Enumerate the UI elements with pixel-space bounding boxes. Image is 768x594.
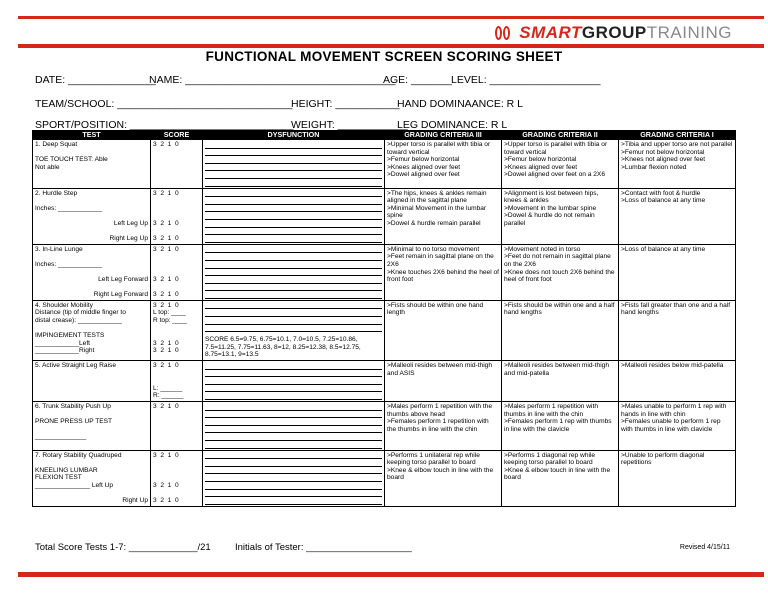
dysfunction-line[interactable]	[205, 490, 382, 498]
brand-part3: TRAINING	[646, 23, 732, 42]
table-row	[33, 450, 736, 506]
test-label: ____________Right	[35, 347, 95, 355]
table-row	[33, 402, 736, 451]
header-test: TEST	[33, 131, 151, 140]
score-value[interactable]: 3 2 1 0	[153, 339, 179, 347]
test-label: TOE TOUCH TEST: Able	[35, 156, 108, 164]
test-cell	[33, 300, 151, 360]
dysfunction-line[interactable]	[205, 385, 382, 393]
header-criteria-2: GRADING CRITERIA II	[502, 131, 619, 140]
dysfunction-line[interactable]	[205, 197, 382, 205]
dysfunction-line[interactable]	[205, 452, 382, 460]
criteria-cell: >Fists fall greater than one and a half hand lengths	[619, 300, 736, 360]
dysfunction-line[interactable]	[205, 418, 382, 426]
header-red-bar	[18, 44, 764, 48]
score-value[interactable]	[153, 459, 200, 467]
test-label: 4. Shoulder Mobility	[35, 301, 93, 309]
dysfunction-line[interactable]	[205, 474, 382, 482]
test-label	[35, 441, 148, 449]
dysfunction-line[interactable]	[205, 220, 382, 228]
dysfunction-line[interactable]	[205, 433, 382, 441]
score-cell[interactable]	[151, 188, 203, 244]
dysfunction-line[interactable]	[205, 467, 382, 475]
criteria-cell: >Malleoli resides between mid-thigh and mid-patella	[502, 361, 619, 402]
team-field[interactable]: TEAM/SCHOOL: ______________________________	[35, 98, 293, 110]
header-criteria-3: GRADING CRITERIA III	[385, 131, 502, 140]
score-value[interactable]: 3 2 1 0	[153, 451, 179, 459]
score-value[interactable]: 3 2 1 0	[153, 291, 179, 299]
test-label	[35, 459, 148, 467]
test-label	[35, 228, 148, 236]
test-label: ____________Left	[35, 339, 91, 347]
score-value[interactable]	[153, 156, 200, 164]
score-cell[interactable]	[151, 244, 203, 300]
test-label	[35, 490, 148, 498]
score-value[interactable]	[153, 490, 200, 498]
dysfunction-cell[interactable]	[203, 244, 385, 300]
test-label	[35, 197, 148, 205]
dysfunction-line[interactable]	[205, 291, 382, 299]
test-label	[35, 253, 148, 261]
dysfunction-line[interactable]	[205, 261, 382, 269]
table-row	[33, 188, 736, 244]
criteria-cell: >Fists should be within one hand length	[385, 300, 502, 360]
test-label: FLEXION TEST	[35, 474, 82, 482]
criteria-cell: >Alignment is lost between hips, knees & ankles >Movement in the lumbar spine >Dowel & hurdle do not remain parallel	[502, 188, 619, 244]
test-label	[35, 385, 148, 393]
test-label: 5. Active Straight Leg Raise	[35, 362, 117, 370]
score-value[interactable]	[153, 441, 200, 449]
age-field[interactable]: AGE: _______	[383, 74, 452, 86]
score-value[interactable]	[153, 325, 200, 333]
table-row	[33, 361, 736, 402]
dysfunction-line[interactable]	[205, 171, 382, 179]
score-cell[interactable]	[151, 300, 203, 360]
test-label	[35, 370, 148, 378]
dysfunction-line[interactable]	[205, 235, 382, 243]
brand-part2: GROUP	[581, 23, 647, 42]
test-label: 1. Deep Squat	[35, 141, 78, 148]
dysfunction-line[interactable]	[205, 205, 382, 213]
test-label	[35, 149, 148, 157]
criteria-cell: >Malleoli resides between mid-thigh and ASIS	[385, 361, 502, 402]
date-field[interactable]: DATE: _______________	[35, 74, 156, 86]
dysfunction-line[interactable]	[205, 377, 382, 385]
test-label: IMPINGEMENT TESTS	[35, 332, 105, 340]
criteria-cell: >Tibia and upper torso are not parallel >Femur not below horizontal >Knees not aligned over feet >Lumbar flexion noted	[619, 140, 736, 189]
initials-field[interactable]: Initials of Tester: ____________________	[235, 542, 412, 553]
score-value[interactable]	[153, 377, 200, 385]
criteria-cell: >Performs 1 unilateral rep while keeping torso parallel to board >Knee & elbow touch in line with the board	[385, 450, 502, 506]
score-value[interactable]: L top: ____	[153, 309, 186, 317]
top-red-bar	[18, 16, 764, 19]
dysfunction-line[interactable]	[205, 482, 382, 490]
test-label	[35, 411, 148, 419]
dysfunction-line[interactable]	[205, 392, 382, 400]
dysfunction-line[interactable]	[205, 411, 382, 419]
score-value[interactable]	[153, 212, 200, 220]
revised-date: Revised 4/15/11	[679, 544, 730, 551]
dysfunction-line[interactable]	[205, 362, 382, 370]
test-label: Distance (tip of middle finger to	[35, 309, 126, 317]
test-label	[35, 377, 148, 385]
bottom-red-bar	[18, 572, 764, 577]
test-label: distal crease): ____________	[35, 317, 122, 325]
score-value[interactable]	[153, 253, 200, 261]
brand-logo	[495, 22, 732, 44]
test-cell	[33, 450, 151, 506]
score-conversion-text: SCORE 6.5=9.75, 6.75=10.1, 7.0=10.5, 7.25=10.86, 7.5=11.25, 7.75=11.63, 8=12, 8.25=12.38, 8.5=12.75, 8.75=13.1, 9=13.5	[205, 336, 361, 359]
score-value[interactable]	[153, 433, 200, 441]
score-value[interactable]	[153, 164, 200, 172]
height-field[interactable]: HEIGHT: ___________	[291, 98, 400, 110]
score-value[interactable]	[153, 197, 200, 205]
criteria-cell: >Males unable to perform 1 rep with hands in line with chin >Females unable to perform 1 rep with thumbs in line with clavicle	[619, 402, 736, 451]
score-value[interactable]: 3 2 1 0	[153, 235, 179, 243]
test-label: _______________ Left Up	[35, 481, 114, 489]
criteria-cell: >Fists should be within one and a half hand lengths	[502, 300, 619, 360]
score-value[interactable]	[153, 284, 200, 292]
criteria-cell: >Malleoli resides below mid-patella	[619, 361, 736, 402]
dysfunction-line[interactable]	[205, 276, 382, 284]
score-value[interactable]	[153, 269, 200, 277]
score-value[interactable]	[153, 149, 200, 157]
criteria-cell: >Unable to perform diagonal repetitions	[619, 450, 736, 506]
criteria-cell: >Loss of balance at any time	[619, 244, 736, 300]
score-value[interactable]: R: ______	[153, 392, 184, 400]
score-cell[interactable]	[151, 450, 203, 506]
test-cell	[33, 361, 151, 402]
dysfunction-line[interactable]	[205, 302, 382, 310]
scoring-table	[32, 130, 736, 507]
test-label: Not able	[35, 163, 60, 171]
test-label	[35, 284, 148, 292]
score-value[interactable]	[153, 467, 200, 475]
test-label: Right Up	[122, 497, 148, 505]
dysfunction-line[interactable]	[205, 156, 382, 164]
score-value[interactable]: 3 2 1 0	[153, 245, 179, 253]
level-field[interactable]: LEVEL: ___________________	[451, 74, 601, 86]
leg-dominance-field[interactable]: LEG DOMINANCE: R L	[397, 119, 508, 131]
test-label: 7. Rotary Stability Quadruped	[35, 451, 122, 459]
test-label	[35, 269, 148, 277]
hand-dominance-field[interactable]: HAND DOMINAANCE: R L	[397, 98, 524, 110]
test-label: KNEELING LUMBAR	[35, 466, 98, 474]
dysfunction-line[interactable]	[205, 253, 382, 261]
criteria-cell: >Upper torso is parallel with tibia or toward vertical >Femur below horizontal >Knees aligned over feet >Dowel aligned over feet	[385, 140, 502, 189]
score-cell[interactable]	[151, 140, 203, 189]
dysfunction-line[interactable]	[205, 459, 382, 467]
dysfunction-line[interactable]	[205, 141, 382, 149]
criteria-cell: >Movement noted in torso >Feet do not remain in sagittal plane on the 2X6 >Knee does not touch 2X6 behind the heel of front foot	[502, 244, 619, 300]
logo-mark-icon	[495, 26, 513, 40]
criteria-cell: >The hips, knees & ankles remain aligned in the sagittal plane >Minimal Movement in the lumbar spine >Dowel & hurdle remain parallel	[385, 188, 502, 244]
sport-field[interactable]: SPORT/POSITION: ____________________________	[35, 119, 294, 131]
test-label: 2. Hurdle Step	[35, 189, 78, 197]
test-cell	[33, 188, 151, 244]
score-value[interactable]	[153, 411, 200, 419]
test-label	[35, 392, 148, 400]
test-label: Inches: ____________	[35, 260, 103, 268]
score-value[interactable]	[153, 426, 200, 434]
test-label	[35, 212, 148, 220]
score-value[interactable]: 3 2 1 0	[153, 301, 179, 309]
score-value[interactable]: L: ______	[153, 384, 183, 392]
score-value[interactable]: 3 2 1 0	[153, 276, 179, 284]
header-score: SCORE	[151, 131, 203, 140]
score-value[interactable]	[153, 370, 200, 378]
score-value[interactable]: 3 2 1 0	[153, 189, 179, 197]
score-value[interactable]: 3 2 1 0	[153, 362, 179, 370]
score-value[interactable]: 3 2 1 0	[153, 497, 179, 505]
test-label	[35, 171, 148, 179]
test-cell	[33, 244, 151, 300]
test-label	[35, 179, 148, 187]
criteria-cell: >Contact with foot & hurdle >Loss of balance at any time	[619, 188, 736, 244]
brand-part1: SMART	[519, 23, 582, 42]
test-label: PRONE PRESS UP TEST	[35, 418, 113, 426]
header-dysfunction: DYSFUNCTION	[203, 131, 385, 140]
dysfunction-line[interactable]	[205, 164, 382, 172]
score-value[interactable]	[153, 474, 200, 482]
score-value[interactable]: R top: ____	[153, 317, 188, 325]
dysfunction-line[interactable]	[205, 179, 382, 187]
dysfunction-line[interactable]	[205, 284, 382, 292]
criteria-cell: >Males perform 1 repetition with thumbs in line with the chin >Females perform 1 rep with thumbs in line with the clavicle	[502, 402, 619, 451]
test-label	[35, 426, 148, 434]
header-criteria-1: GRADING CRITERIA I	[619, 131, 736, 140]
table-row	[33, 140, 736, 189]
dysfunction-line[interactable]	[205, 246, 382, 254]
criteria-cell: >Minimal to no torso movement >Feet remain in sagittal plane on the 2X6 >Knee touches 2X6 behind the heel of front foot	[385, 244, 502, 300]
dysfunction-line[interactable]	[205, 317, 382, 325]
dysfunction-line[interactable]	[205, 403, 382, 411]
table-row	[33, 244, 736, 300]
test-cell	[33, 402, 151, 451]
table-header-row	[33, 131, 736, 140]
test-label: 3. In-Line Lunge	[35, 245, 83, 253]
score-value[interactable]	[153, 171, 200, 179]
dysfunction-line[interactable]	[205, 149, 382, 157]
dysfunction-line[interactable]	[205, 497, 382, 505]
test-label: ______________	[35, 433, 87, 441]
score-value[interactable]	[153, 179, 200, 187]
score-value[interactable]	[153, 332, 200, 340]
score-value[interactable]: 3 2 1 0	[153, 403, 179, 410]
criteria-cell: >Performs 1 diagonal rep while keeping torso parallel to board >Knee & elbow touch in line with the board	[502, 450, 619, 506]
dysfunction-cell[interactable]	[203, 188, 385, 244]
score-cell[interactable]	[151, 361, 203, 402]
test-label: Inches: ____________	[35, 204, 103, 212]
dysfunction-cell[interactable]	[203, 402, 385, 451]
score-value[interactable]: 3 2 1 0	[153, 219, 179, 227]
dysfunction-line[interactable]	[205, 228, 382, 236]
test-label: Right Leg Up	[109, 235, 148, 243]
score-value[interactable]	[153, 205, 200, 213]
score-value[interactable]	[153, 418, 200, 426]
test-cell	[33, 140, 151, 189]
score-value[interactable]: 3 2 1 0	[153, 347, 179, 355]
weight-field[interactable]: WEIGHT: ____________	[291, 119, 408, 131]
test-label	[35, 325, 148, 333]
total-score-field[interactable]: Total Score Tests 1-7: _____________/21	[35, 542, 211, 553]
score-value[interactable]	[153, 261, 200, 269]
dysfunction-line[interactable]	[205, 370, 382, 378]
dysfunction-line[interactable]	[205, 325, 382, 333]
score-value[interactable]: 3 2 1 0	[153, 481, 179, 489]
score-value[interactable]	[153, 228, 200, 236]
dysfunction-cell[interactable]	[203, 361, 385, 402]
dysfunction-line[interactable]	[205, 190, 382, 198]
criteria-cell: >Upper torso is parallel with tibia or toward vertical >Femur below horizontal >Knees aligned over feet >Dowel aligned over feet on a 2X6	[502, 140, 619, 189]
page-title: FUNCTIONAL MOVEMENT SCREEN SCORING SHEET	[205, 49, 563, 64]
dysfunction-line[interactable]	[205, 212, 382, 220]
dysfunction-cell[interactable]	[203, 450, 385, 506]
test-label: Left Leg Forward	[98, 276, 148, 284]
score-cell[interactable]	[151, 402, 203, 451]
dysfunction-line[interactable]	[205, 441, 382, 449]
dysfunction-line[interactable]	[205, 426, 382, 434]
dysfunction-cell[interactable]	[203, 140, 385, 189]
test-label: Left Leg Up	[113, 219, 148, 227]
dysfunction-cell[interactable]	[203, 300, 385, 360]
dysfunction-line[interactable]	[205, 269, 382, 277]
table-row	[33, 300, 736, 360]
test-label: Right Leg Forward	[93, 291, 148, 299]
name-field[interactable]: NAME: ____________________________________	[149, 74, 396, 86]
score-value[interactable]: 3 2 1 0	[153, 141, 179, 148]
criteria-cell: >Males perform 1 repetition with the thumbs above head >Females perform 1 repetition with the thumbs in line with the chin	[385, 402, 502, 451]
test-label: 6. Trunk Stability Push Up	[35, 403, 111, 410]
dysfunction-line[interactable]	[205, 309, 382, 317]
